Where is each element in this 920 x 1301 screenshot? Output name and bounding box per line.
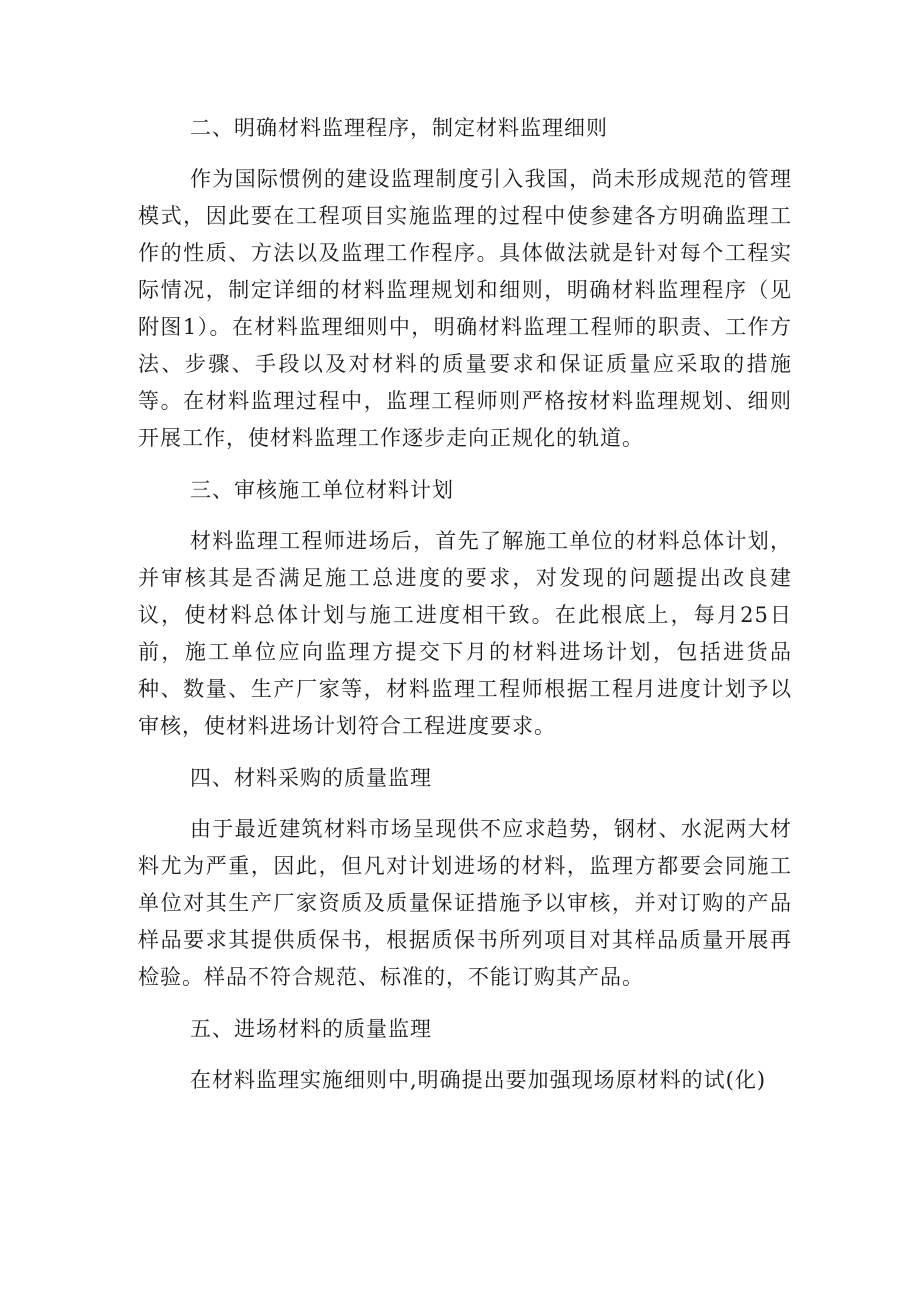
section-heading-4: 四、材料采购的质量监理 [190,766,432,790]
section-paragraph-5: 在材料监理实施细则中,明确提出要加强现场原材料的试(化) [190,1068,767,1092]
section-heading-2: 二、明确材料监理程序，制定材料监理细则 [190,116,608,140]
document-body [138,110,792,1114]
section-paragraph-2: 作为国际惯例的建设监理制度引入我国，尚未形成规范的管理模式，因此要在工程项目实施监理的过程中使参建各方明确监理工作的性质、方法以及监理工作程序。具体做法就是针对每个工程实际情况，制定详细的材料监理规划和细则，明确材料监理程序（见附图1）。在材料监理细则中，明确材料监理工程师的职责、工作方法、步骤、手段以及对材料的质量要求和保证质量应采取的措施等。在材料监理过程中，监理工程师则严格按材料监理规划、细则开展工作，使材料监理工作逐步走向正规化的轨道。 [138,167,792,450]
section-paragraph-3: 材料监理工程师进场后，首先了解施工单位的材料总体计划，并审核其是否满足施工总进度的要求，对发现的问题提出改良建议，使材料总体计划与施工进度相干致。在此根底上，每月25日前，施工单位应向监理方提交下月的材料进场计划，包括进货品种、数量、生产厂家等，材料监理工程师根据工程月进度计划予以审核，使材料进场计划符合工程进度要求。 [138,529,792,738]
section-paragraph-4: 由于最近建筑材料市场呈现供不应求趋势，钢材、水泥两大材料尤为严重，因此，但凡对计划进场的材料，监理方都要会同施工单位对其生产厂家资质及质量保证措施予以审核，并对订购的产品样品要求其提供质保书，根据质保书所列项目对其样品质量开展再检验。样品不符合规范、标准的，不能订购其产品。 [138,817,792,989]
section-heading-3: 三、审核施工单位材料计划 [190,478,454,502]
section-heading-5: 五、进场材料的质量监理 [190,1017,432,1041]
